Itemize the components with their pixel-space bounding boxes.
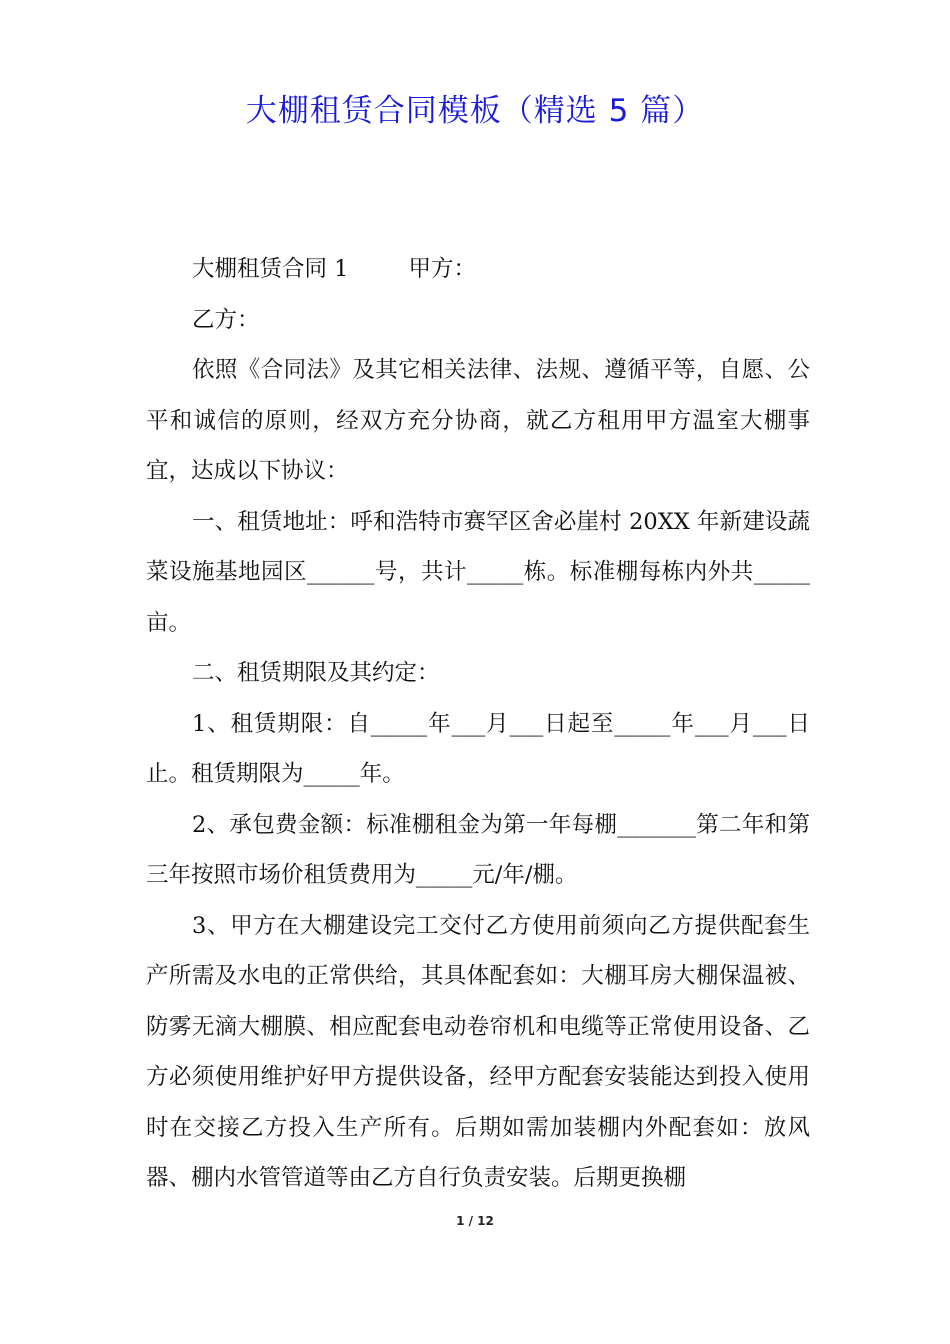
clause-lease-term-heading: 二、租赁期限及其约定： [192, 660, 440, 686]
party-b-label: 乙方： [192, 306, 260, 333]
clause-rental-address: 一、租赁地址：呼和浩特市赛罕区舍必崖村 20XX 年新建设蔬菜设施基地园区______号，共计_____栋。标准棚每栋内外共_____亩。 [146, 508, 810, 636]
contract-heading-line [146, 244, 810, 295]
page-number: 1 / 12 [456, 1214, 494, 1228]
party-a-label: 甲方： [408, 256, 476, 282]
clause-party-a-obligations: 3、甲方在大棚建设完工交付乙方使用前须向乙方提供配套生产所需及水电的正常供给，其具体配套如：大棚耳房大棚保温被、防雾无滴大棚膜、相应配套电动卷帘机和电缆等正常使用设备、乙方必须使用维护好甲方提供设备，经甲方配套安装能达到投入使用时在交接乙方投入生产所有。后期如需加装棚内外配套如：放风器、棚内水管管道等由乙方自行负责安装。后期更换棚 [146, 912, 810, 1191]
clause-lease-period: 1、租赁期限：自_____年___月___日起至_____年___月___日止。租赁期限为_____年。 [146, 710, 810, 787]
clause-contract-fee: 2、承包费金额：标准棚租金为第一年每棚_______第二年和第三年按照市场价租赁费用为_____元/年/棚。 [146, 811, 810, 888]
contract-name: 大棚租赁合同 1 [192, 256, 349, 282]
page-title: 大棚租赁合同模板（精选 5 篇） [245, 93, 705, 129]
preamble-paragraph: 依照《合同法》及其它相关法律、法规、遵循平等，自愿、公平和诚信的原则，经双方充分协商，就乙方租用甲方温室大棚事宜，达成以下协议： [146, 357, 810, 484]
document-body [146, 244, 810, 1204]
